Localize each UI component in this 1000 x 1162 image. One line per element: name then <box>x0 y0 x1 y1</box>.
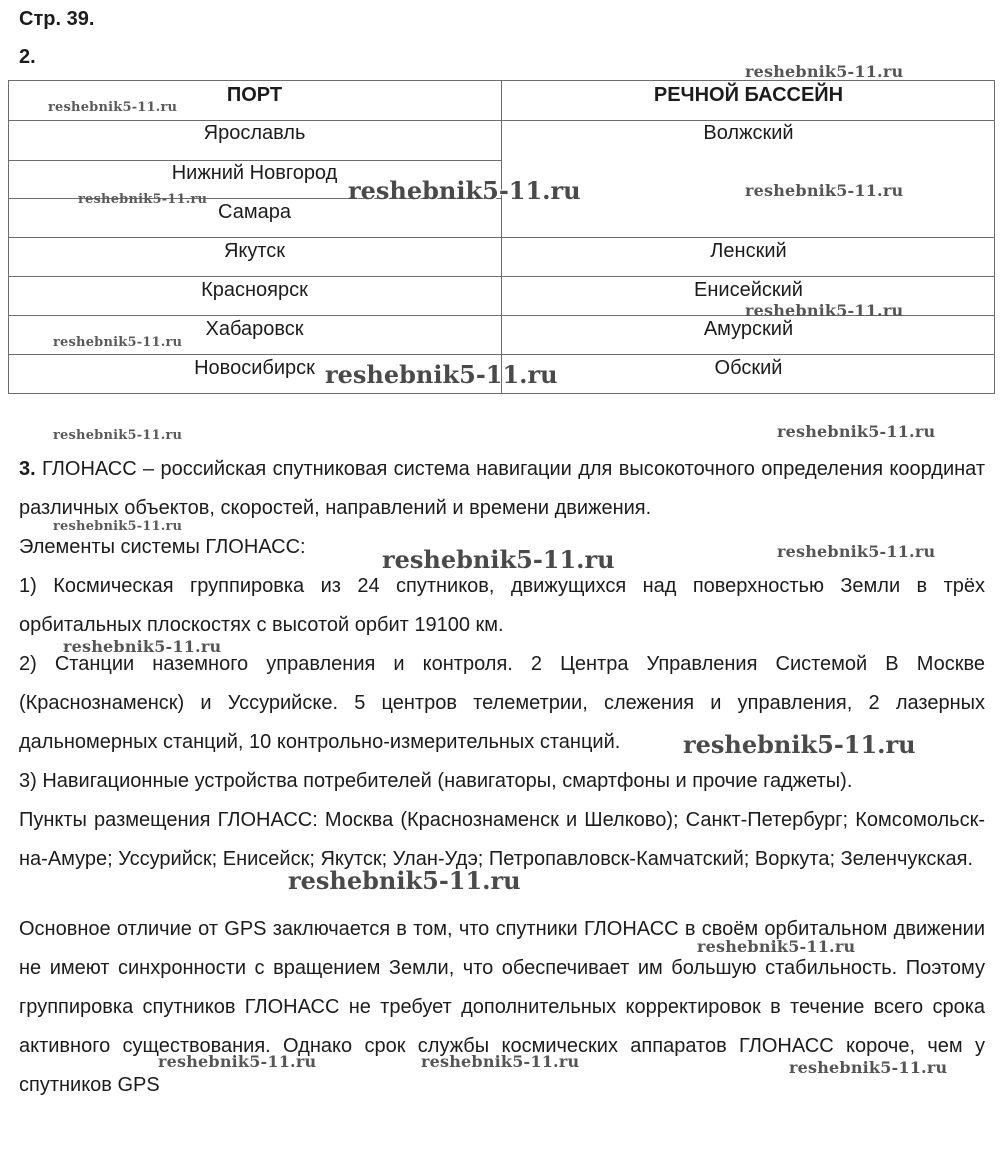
port-cell: Хабаровск <box>205 318 304 340</box>
watermark: reshebnik5-11.ru <box>777 542 936 561</box>
task-3-number: 3. <box>19 458 36 480</box>
watermark: reshebnik5-11.ru <box>777 422 936 441</box>
basin-cell: Енисейский <box>694 279 803 301</box>
elements-heading: Элементы системы ГЛОНАСС: <box>19 536 306 558</box>
basin-cell: Обский <box>714 357 783 379</box>
basin-cell: Волжский <box>703 122 794 144</box>
watermark: reshebnik5-11.ru <box>53 519 183 534</box>
watermark: reshebnik5-11.ru <box>158 1052 317 1071</box>
task-2-number: 2. <box>19 46 36 68</box>
watermark: reshebnik5-11.ru <box>789 1058 948 1077</box>
port-cell: Ярославль <box>203 122 306 144</box>
task-3-intro <box>19 450 985 528</box>
port-cell: Нижний Новгород <box>171 162 338 184</box>
element-3: 3) Навигационные устройства потребителей (навигаторы, смартфоны и прочие гаджеты). <box>19 770 853 792</box>
watermark: reshebnik5-11.ru <box>421 1052 580 1071</box>
watermark: reshebnik5-11.ru <box>63 637 222 656</box>
column-header-port: ПОРТ <box>226 84 283 106</box>
element-1: 1) Космическая группировка из 24 спутников, движущихся над поверхностью Земли в трёх орбитальных плоскостях с высотой орбит 19100 км. <box>19 575 985 636</box>
column-header-basin: РЕЧНОЙ БАССЕЙН <box>653 84 844 106</box>
element-2: 2) Станции наземного управления и контроля. 2 Центра Управления Системой В Москве (Краснознаменск) и Уссурийске. 5 центров телеметрии, слежения и управления, 2 лазерных дальномерных станций, 10 контрольно-измерительных станций. <box>19 653 985 753</box>
watermark: reshebnik5-11.ru <box>53 335 183 350</box>
watermark: reshebnik5-11.ru <box>288 866 521 895</box>
basin-cell: Амурский <box>703 318 794 340</box>
watermark: reshebnik5-11.ru <box>48 100 178 115</box>
watermark: reshebnik5-11.ru <box>325 360 558 389</box>
port-cell: Красноярск <box>201 279 308 301</box>
watermark: reshebnik5-11.ru <box>53 428 183 443</box>
watermark: reshebnik5-11.ru <box>382 545 615 574</box>
gps-difference-paragraph: Основное отличие от GPS заключается в том, что спутники ГЛОНАСС в своём орбитальном движении не имеют синхронности с вращением Земли, что обеспечивает им большую стабильность. Поэтому группировка спутников ГЛОНАСС не требует дополнительных корректировок в течение всего срока активного существования. Однако срок службы космических аппаратов ГЛОНАСС короче, чем у спутников GPS <box>19 918 985 1096</box>
port-cell: Новосибирск <box>194 357 315 379</box>
page-header: Стр. 39. <box>19 8 95 30</box>
port-cell: Якутск <box>223 240 286 262</box>
watermark: reshebnik5-11.ru <box>745 301 904 320</box>
watermark: reshebnik5-11.ru <box>745 181 904 200</box>
locations-paragraph: Пункты размещения ГЛОНАСС: Москва (Краснознаменск и Шелково); Санкт-Петербург; Комсомольск-на-Амуре; Уссурийск; Енисейск; Якутск; Улан-Удэ; Петропавловск-Камчатский; Воркута; Зеленчукская. <box>19 809 985 870</box>
watermark: reshebnik5-11.ru <box>78 192 208 207</box>
watermark: reshebnik5-11.ru <box>697 937 856 956</box>
watermark: reshebnik5-11.ru <box>745 62 904 81</box>
task-3-intro-text: ГЛОНАСС – российская спутниковая система навигации для высокоточного определения координат различных объектов, скоростей, направлений и времени движения. <box>19 458 985 519</box>
watermark: reshebnik5-11.ru <box>348 176 581 205</box>
basin-cell: Ленский <box>710 240 787 262</box>
watermark: reshebnik5-11.ru <box>683 730 916 759</box>
port-cell: Самара <box>218 201 291 223</box>
